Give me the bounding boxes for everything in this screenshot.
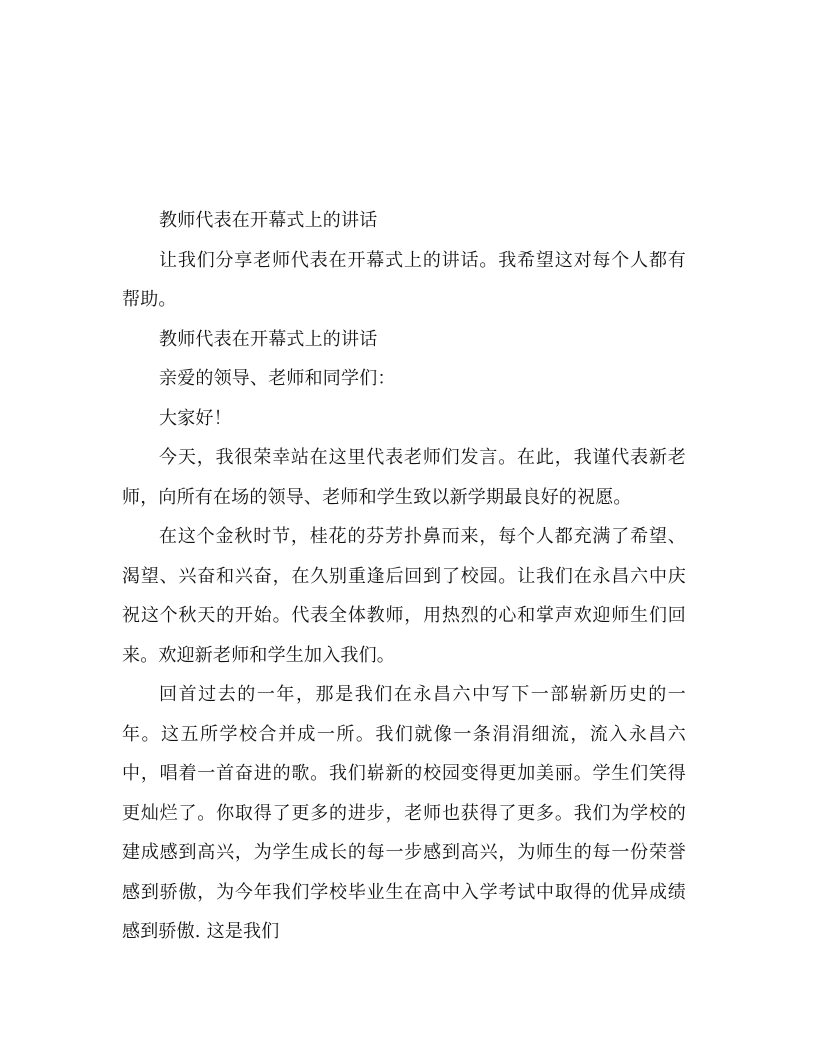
intro-paragraph: 让我们分享老师代表在开幕式上的讲话。我希望这对每个人都有帮助。 [122, 249, 686, 310]
body-paragraph: 回首过去的一年，那是我们在永昌六中写下一部崭新历史的一年。这五所学校合并成一所。我们就像一条涓涓细流，流入永昌六中，唱着一首奋进的歌。我们崭新的校园变得更加美丽。学生们笑得更灿烂了。你取得了更多的进步，老师也获得了更多。我们为学校的建成感到高兴，为学生成长的每一步感到高兴，为师生的每一份荣誉感到骄傲，为今年我们学校毕业生在高中入学考试中取得的优异成绩感到骄傲. 这是我们 [122, 684, 686, 942]
salutation: 亲爱的领导、老师和同学们： [159, 368, 396, 389]
body-paragraph: 在这个金秋时节，桂花的芬芳扑鼻而来，每个人都充满了希望、渴望、兴奋和兴奋，在久别重逢后回到了校园。让我们在永昌六中庆祝这个秋天的开始。代表全体教师，用热烈的心和掌声欢迎师生们回来。欢迎新老师和学生加入我们。 [122, 526, 686, 666]
body-paragraph: 今天，我很荣幸站在这里代表老师们发言。在此，我谨代表新老师，向所有在场的领导、老师和学生致以新学期最良好的祝愿。 [122, 447, 686, 508]
speech-title: 教师代表在开幕式上的讲话 [159, 328, 378, 350]
document-body [122, 201, 686, 952]
greeting: 大家好！ [159, 407, 232, 429]
document-title: 教师代表在开幕式上的讲话 [159, 210, 378, 231]
